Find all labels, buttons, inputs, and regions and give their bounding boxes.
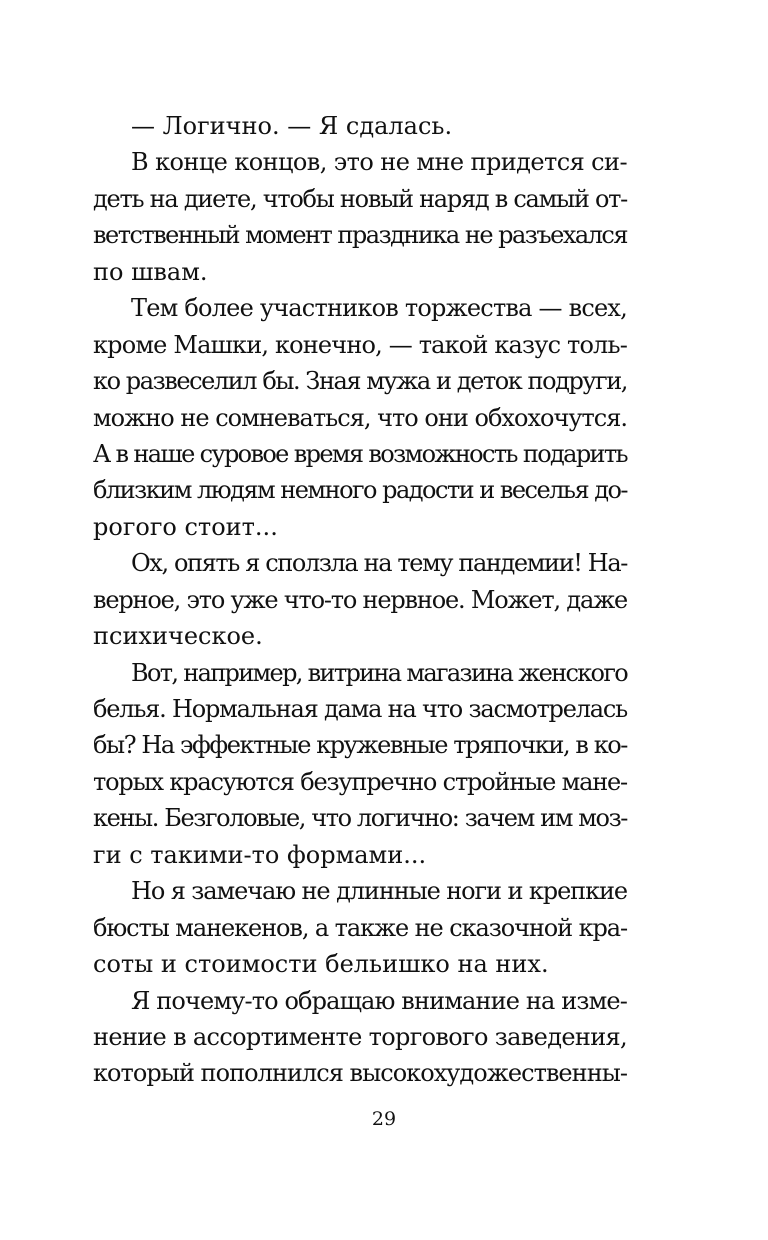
text-line: А в наше суровое время возможность подарить	[93, 439, 627, 468]
text-line: бюсты манекенов, а также не сказочной кра-	[93, 913, 628, 942]
body-text	[93, 108, 627, 1092]
text-line: Тем более участников торжества — всех,	[131, 294, 627, 323]
text-line: бы? На эффектные кружевные тряпочки, в ко-	[93, 731, 627, 760]
text-line: торых красуются безупречно стройные мане-	[93, 767, 627, 796]
text-line: В конце концов, это не мне придется си-	[131, 148, 627, 177]
text-line: Я почему-то обращаю внимание на изме-	[131, 986, 627, 1015]
text-line: Вот, например, витрина магазина женского	[131, 658, 628, 687]
text-line: психическое.	[93, 622, 263, 651]
text-line: близким людям немного радости и веселья до-	[93, 476, 627, 505]
page-number: 29	[371, 1108, 397, 1130]
text-line: — Логично. — Я сдалась.	[131, 112, 453, 140]
text-line: деть на диете, чтобы новый наряд в самый от-	[93, 184, 627, 213]
text-line: можно не сомневаться, что они обхохочутся.	[93, 403, 628, 432]
text-line: кроме Машки, конечно, — такой казус толь-	[93, 330, 627, 359]
text-line: который пополнился высокохудожественны-	[93, 1059, 628, 1088]
text-line: верное, это уже что-то нервное. Может, даже	[93, 585, 627, 614]
text-line: нение в ассортименте торгового заведения,	[93, 1022, 627, 1051]
text-line: ги с такими-то формами...	[93, 840, 427, 869]
text-line: ко развеселил бы. Зная мужа и деток подруги,	[93, 367, 627, 396]
text-line: рогого стоит...	[93, 512, 278, 541]
text-line: Но я замечаю не длинные ноги и крепкие	[131, 877, 627, 906]
text-line: кены. Безголовые, что логично: зачем им моз-	[93, 804, 628, 833]
text-line: Ох, опять я сползла на тему пандемии! На-	[131, 549, 627, 578]
text-line: ветственный момент праздника не разъехался	[93, 221, 627, 250]
text-line: белья. Нормальная дама на что засмотрелась	[93, 695, 627, 723]
text-line: соты и стоимости бельишко на них.	[93, 950, 549, 979]
text-line: по швам.	[93, 257, 208, 286]
